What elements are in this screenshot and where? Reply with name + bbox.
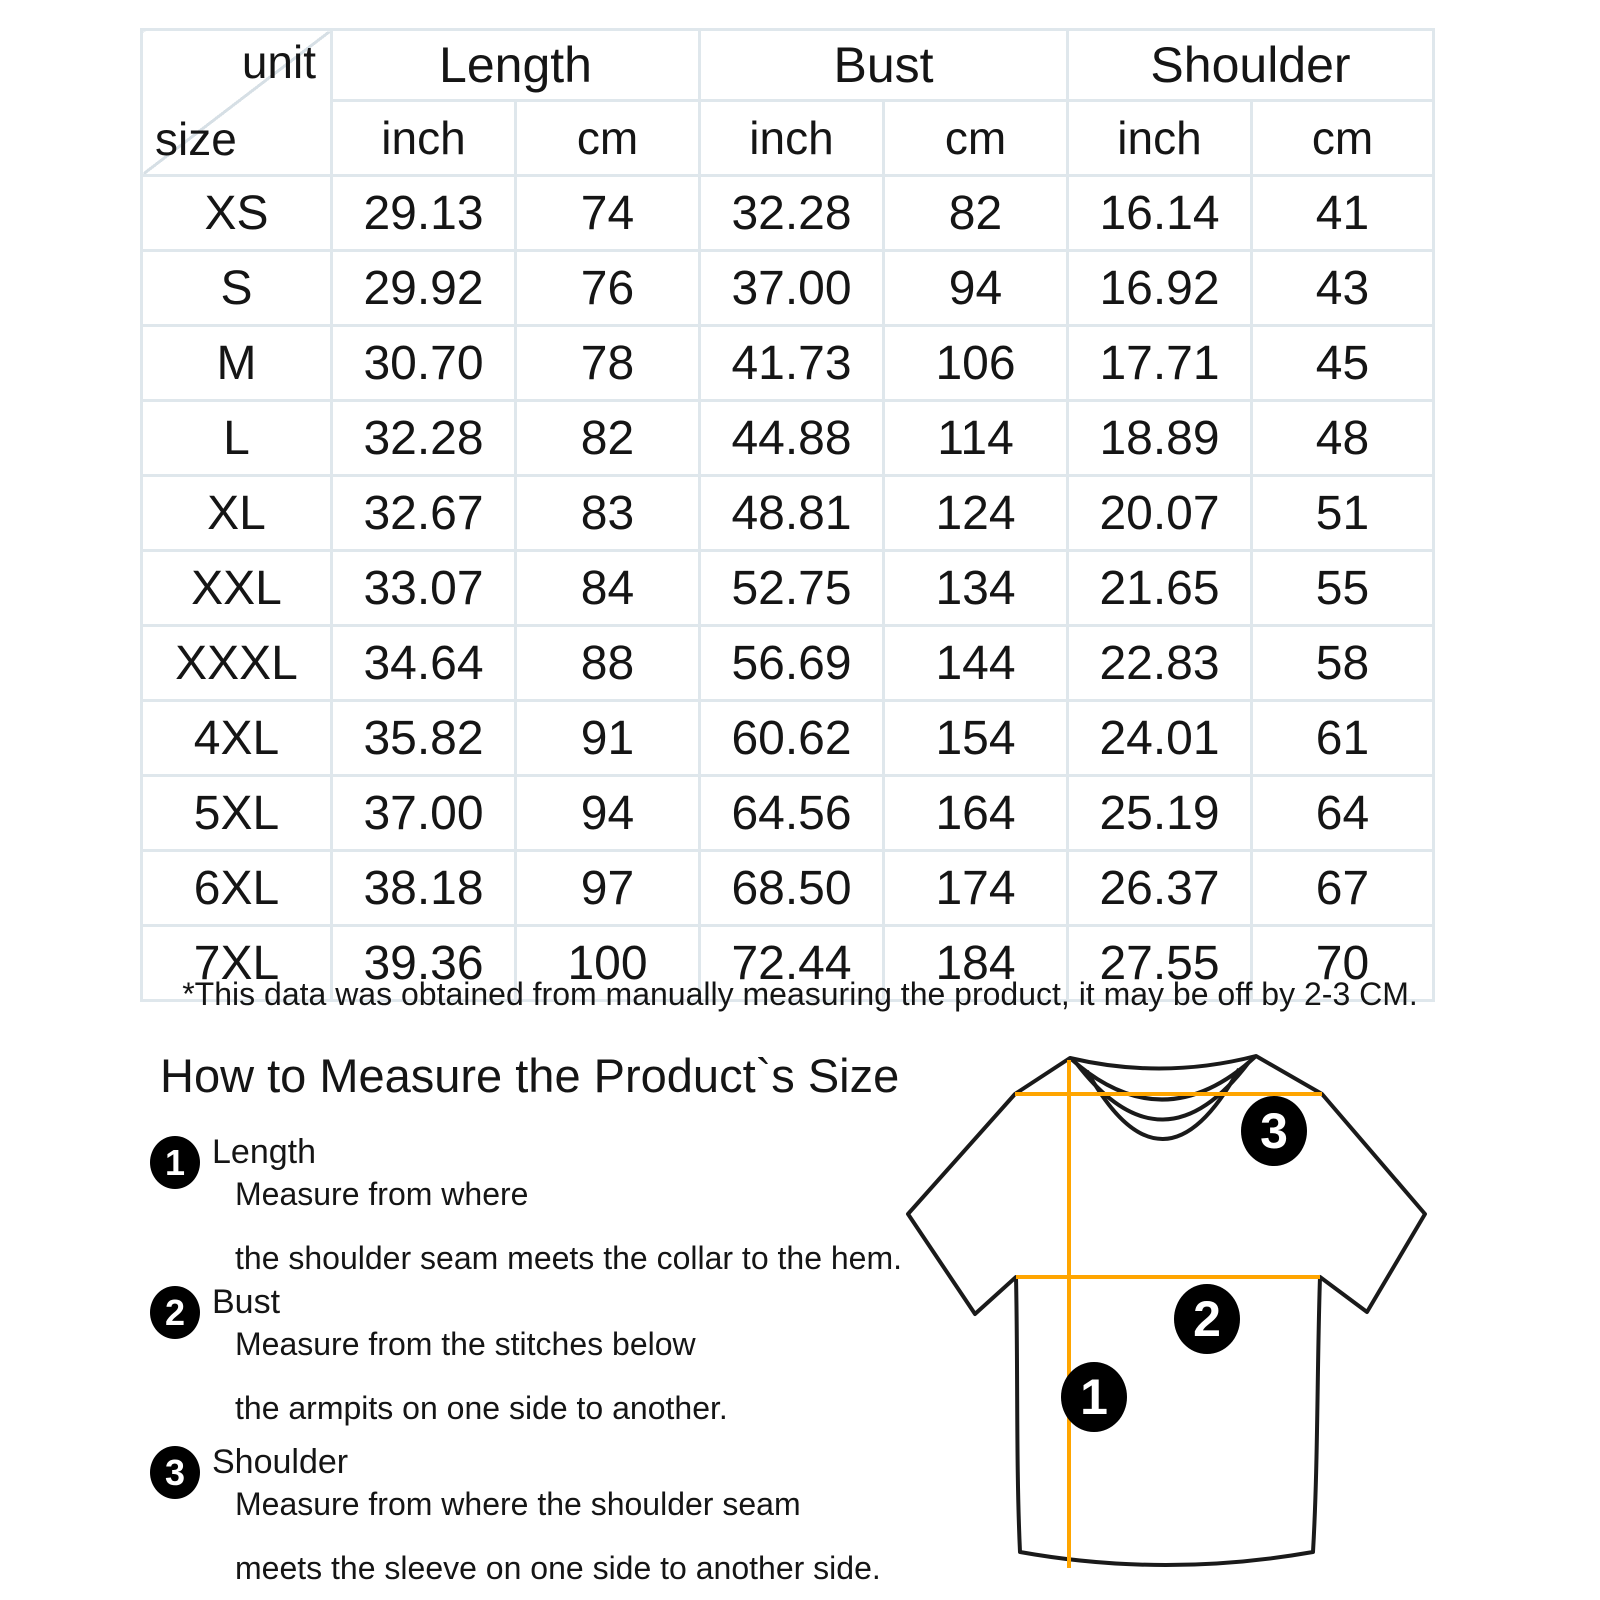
value-cell: 41 (1252, 176, 1434, 251)
value-cell: 22.83 (1068, 626, 1252, 701)
value-cell: 25.19 (1068, 776, 1252, 851)
value-cell: 106 (884, 326, 1068, 401)
value-cell: 100 (516, 926, 700, 1001)
subheader-shoulder-cm: cm (1252, 101, 1434, 176)
measure-item-desc: the armpits on one side to another. (235, 1390, 728, 1427)
value-cell: 61 (1252, 701, 1434, 776)
measure-item-desc: meets the sleeve on one side to another side. (235, 1550, 881, 1587)
value-cell: 124 (884, 476, 1068, 551)
size-cell: XS (142, 176, 332, 251)
value-cell: 58 (1252, 626, 1434, 701)
value-cell: 83 (516, 476, 700, 551)
value-cell: 37.00 (700, 251, 884, 326)
measure-item-desc: Measure from where the shoulder seam (235, 1486, 801, 1523)
measure-item-desc: Measure from where (235, 1176, 529, 1213)
column-group-length: Length (332, 30, 700, 101)
value-cell: 38.18 (332, 851, 516, 926)
table-row (142, 326, 1434, 401)
value-cell: 64.56 (700, 776, 884, 851)
value-cell: 37.00 (332, 776, 516, 851)
value-cell: 76 (516, 251, 700, 326)
value-cell: 88 (516, 626, 700, 701)
value-cell: 56.69 (700, 626, 884, 701)
value-cell: 144 (884, 626, 1068, 701)
size-cell: L (142, 401, 332, 476)
tshirt-outline (908, 1056, 1425, 1565)
value-cell: 35.82 (332, 701, 516, 776)
value-cell: 43 (1252, 251, 1434, 326)
value-cell: 27.55 (1068, 926, 1252, 1001)
value-cell: 32.28 (332, 401, 516, 476)
value-cell: 78 (516, 326, 700, 401)
step-2-badge: 2 (150, 1286, 200, 1339)
diagram-marker-1 (1061, 1362, 1127, 1432)
column-group-bust: Bust (700, 30, 1068, 101)
value-cell: 16.92 (1068, 251, 1252, 326)
table-row (142, 551, 1434, 626)
corner-size-label: size (155, 113, 237, 165)
size-cell: XL (142, 476, 332, 551)
table-row (142, 851, 1434, 926)
diagram-marker-2 (1174, 1284, 1240, 1354)
value-cell: 91 (516, 701, 700, 776)
value-cell: 45 (1252, 326, 1434, 401)
value-cell: 30.70 (332, 326, 516, 401)
table-row (142, 701, 1434, 776)
value-cell: 60.62 (700, 701, 884, 776)
value-cell: 52.75 (700, 551, 884, 626)
diagram-marker-3 (1241, 1096, 1307, 1166)
subheader-bust-cm: cm (884, 101, 1068, 176)
svg-text:2: 2 (1193, 1291, 1221, 1347)
value-cell: 29.13 (332, 176, 516, 251)
value-cell: 26.37 (1068, 851, 1252, 926)
value-cell: 32.28 (700, 176, 884, 251)
value-cell: 94 (516, 776, 700, 851)
size-cell: XXXL (142, 626, 332, 701)
value-cell: 82 (516, 401, 700, 476)
section-heading: How to Measure the Product`s Size (160, 1049, 900, 1102)
value-cell: 48.81 (700, 476, 884, 551)
size-table-body (142, 176, 1434, 1001)
value-cell: 164 (884, 776, 1068, 851)
value-cell: 33.07 (332, 551, 516, 626)
value-cell: 67 (1252, 851, 1434, 926)
measurement-disclaimer: *This data was obtained from manually measuring the product, it may be off by 2-3 CM. (182, 976, 1418, 1012)
value-cell: 20.07 (1068, 476, 1252, 551)
measure-item-length (150, 1134, 902, 1277)
value-cell: 34.64 (332, 626, 516, 701)
value-cell: 94 (884, 251, 1068, 326)
value-cell: 64 (1252, 776, 1434, 851)
subheader-shoulder-inch: inch (1068, 101, 1252, 176)
value-cell: 48 (1252, 401, 1434, 476)
corner-cell (142, 30, 332, 176)
tshirt-diagram (860, 1030, 1460, 1575)
value-cell: 84 (516, 551, 700, 626)
value-cell: 55 (1252, 551, 1434, 626)
measure-item-bust (150, 1284, 728, 1427)
measure-item-shoulder (150, 1444, 881, 1587)
size-cell: XXL (142, 551, 332, 626)
size-cell: M (142, 326, 332, 401)
value-cell: 18.89 (1068, 401, 1252, 476)
value-cell: 114 (884, 401, 1068, 476)
value-cell: 72.44 (700, 926, 884, 1001)
subheader-length-cm: cm (516, 101, 700, 176)
measure-item-desc: Measure from the stitches below (235, 1326, 696, 1363)
value-cell: 44.88 (700, 401, 884, 476)
value-cell: 82 (884, 176, 1068, 251)
size-cell: 6XL (142, 851, 332, 926)
subheader-length-inch: inch (332, 101, 516, 176)
size-cell: 4XL (142, 701, 332, 776)
value-cell: 16.14 (1068, 176, 1252, 251)
table-row (142, 626, 1434, 701)
subheader-bust-inch: inch (700, 101, 884, 176)
value-cell: 184 (884, 926, 1068, 1001)
value-cell: 32.67 (332, 476, 516, 551)
value-cell: 39.36 (332, 926, 516, 1001)
size-cell: 5XL (142, 776, 332, 851)
value-cell: 74 (516, 176, 700, 251)
value-cell: 174 (884, 851, 1068, 926)
measure-item-desc: the shoulder seam meets the collar to the hem. (235, 1240, 903, 1277)
table-row (142, 776, 1434, 851)
value-cell: 68.50 (700, 851, 884, 926)
value-cell: 17.71 (1068, 326, 1252, 401)
value-cell: 41.73 (700, 326, 884, 401)
step-3-badge: 3 (150, 1446, 200, 1499)
size-table (140, 28, 1435, 1002)
table-row (142, 476, 1434, 551)
table-row (142, 251, 1434, 326)
column-group-shoulder: Shoulder (1068, 30, 1434, 101)
corner-unit-label: unit (241, 36, 316, 88)
step-1-badge: 1 (150, 1136, 200, 1189)
size-cell: 7XL (142, 926, 332, 1001)
size-cell: S (142, 251, 332, 326)
measure-item-label: Shoulder (212, 1443, 349, 1481)
svg-text:3: 3 (1260, 1103, 1288, 1159)
value-cell: 51 (1252, 476, 1434, 551)
value-cell: 70 (1252, 926, 1434, 1001)
table-row (142, 176, 1434, 251)
measure-item-label: Bust (212, 1283, 281, 1321)
value-cell: 24.01 (1068, 701, 1252, 776)
value-cell: 134 (884, 551, 1068, 626)
svg-text:1: 1 (1080, 1369, 1108, 1425)
measure-item-label: Length (212, 1133, 316, 1171)
value-cell: 21.65 (1068, 551, 1252, 626)
value-cell: 97 (516, 851, 700, 926)
table-row (142, 401, 1434, 476)
value-cell: 154 (884, 701, 1068, 776)
value-cell: 29.92 (332, 251, 516, 326)
